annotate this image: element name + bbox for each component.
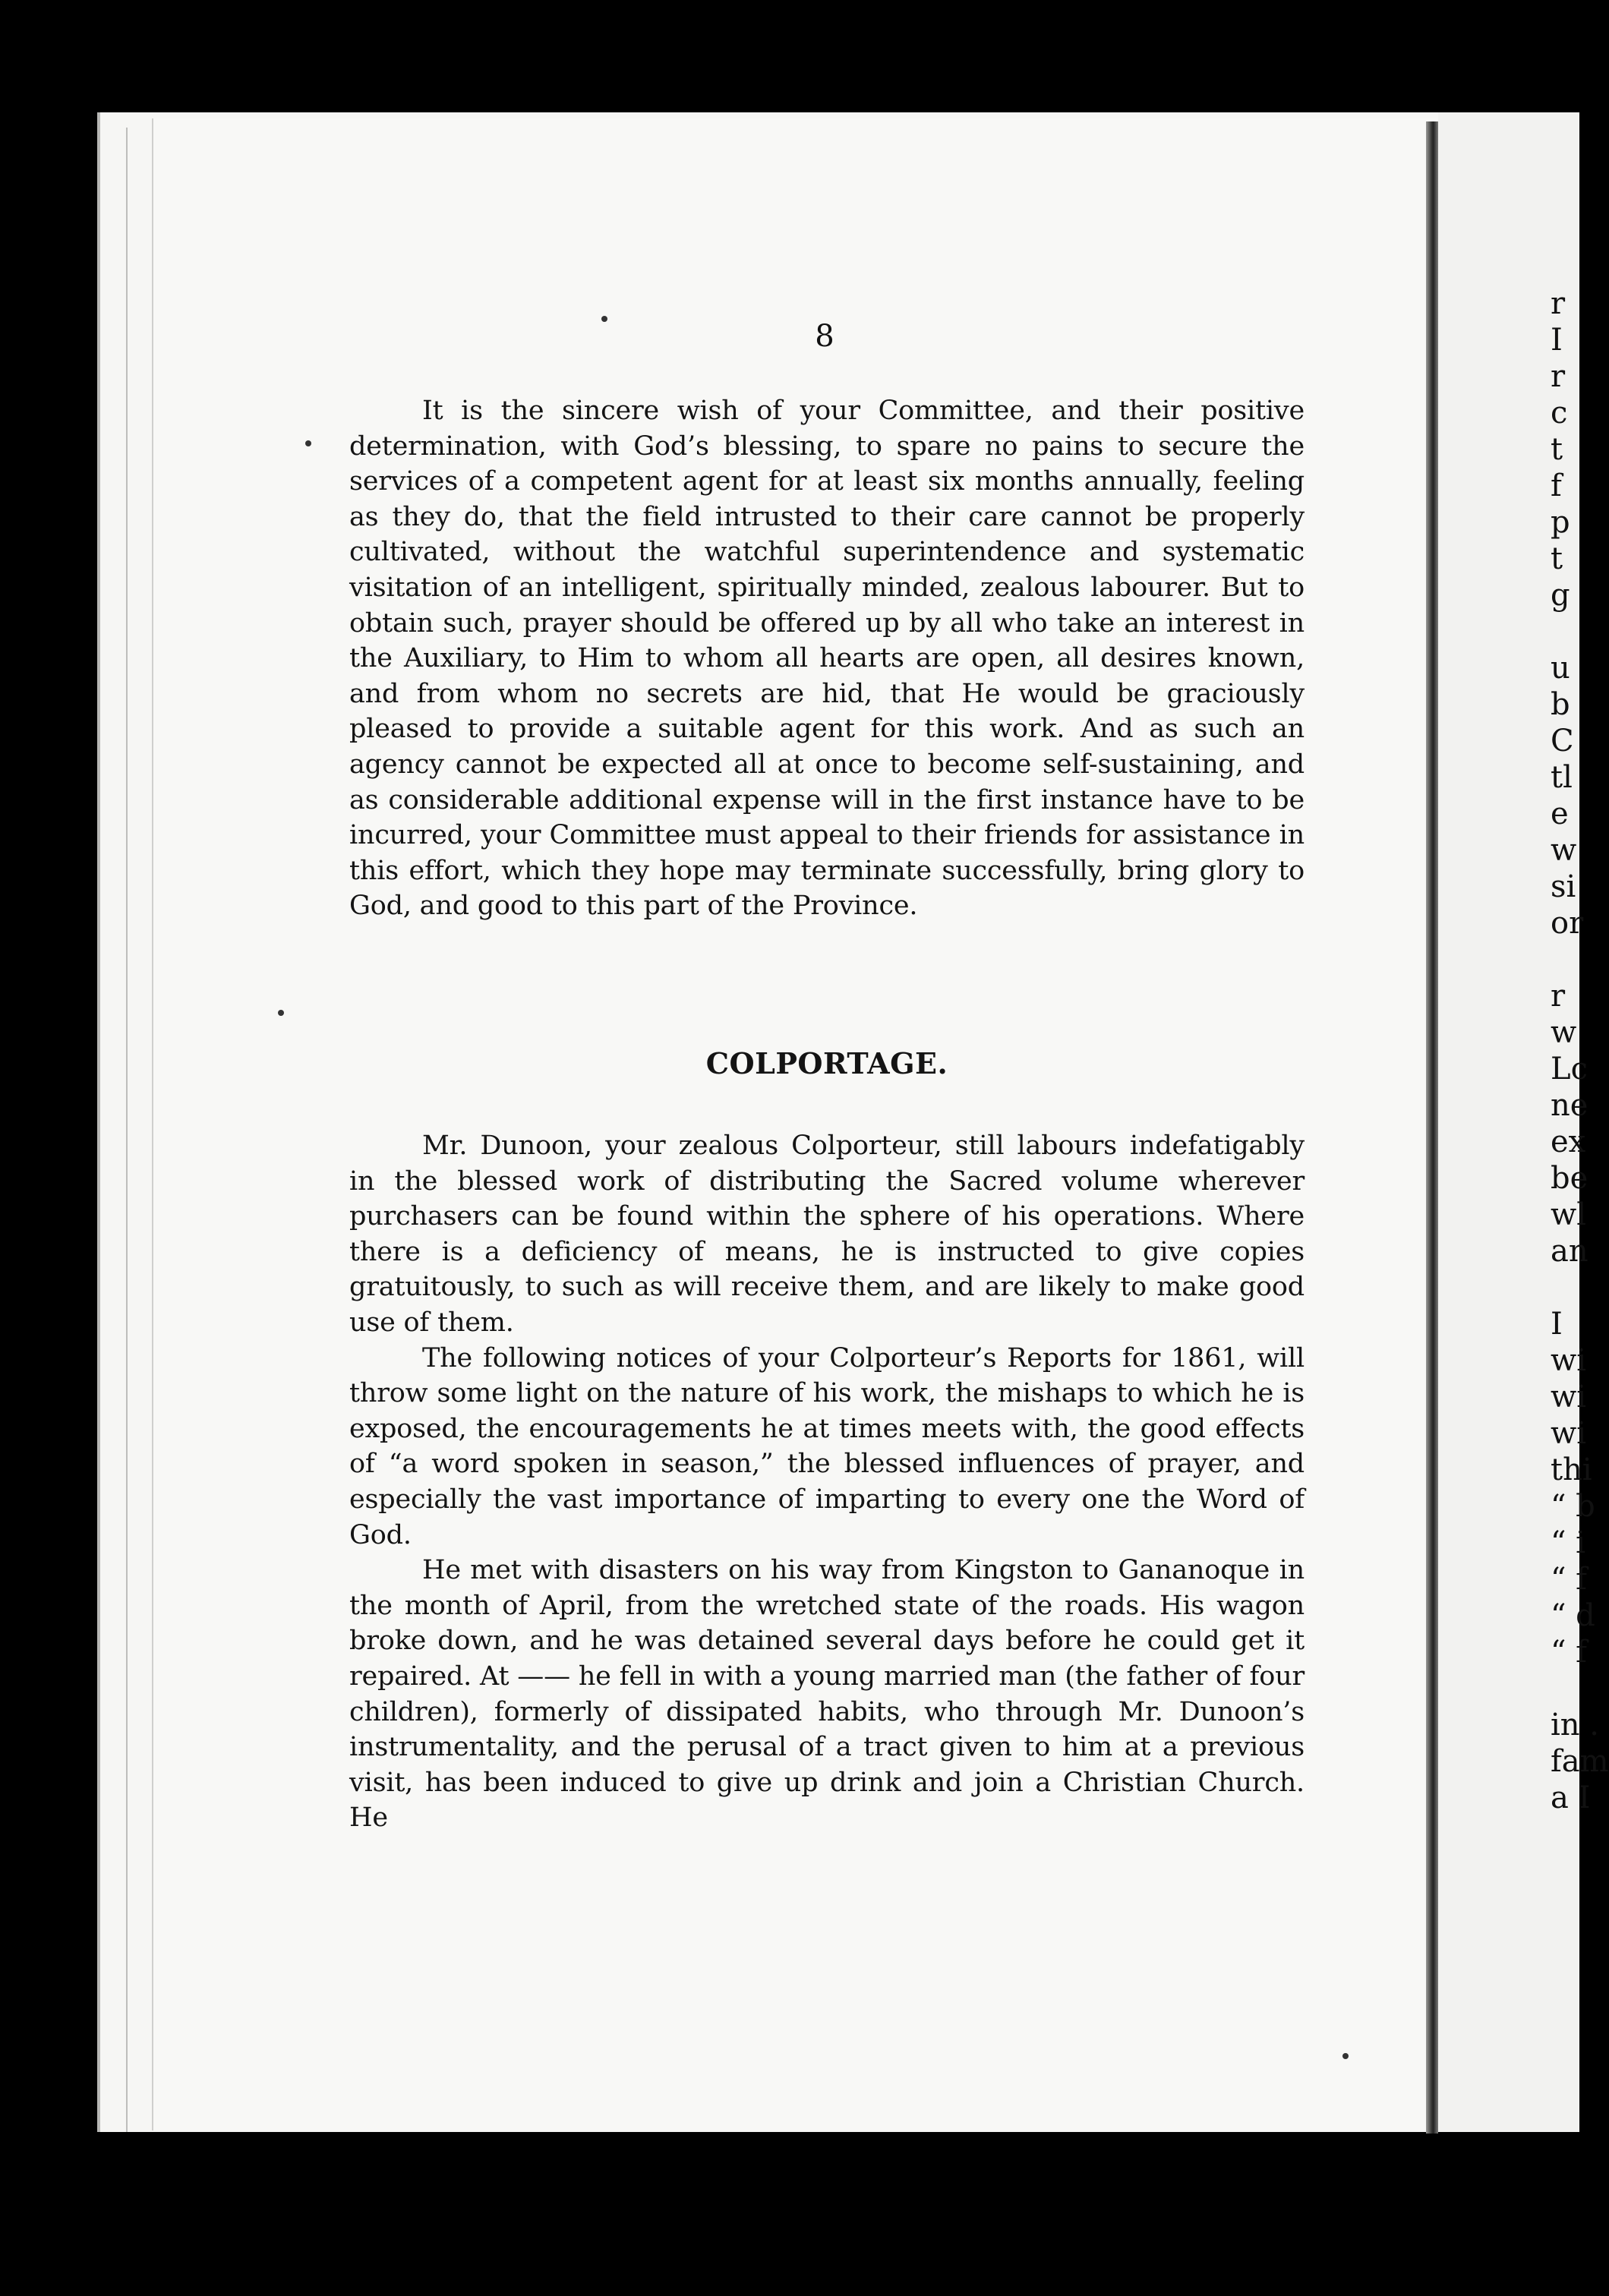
adjacent-page-fragment: a I (1551, 1780, 1591, 1815)
ink-speck (305, 440, 311, 446)
adjacent-page-fragment: r (1551, 359, 1566, 394)
paragraph: It is the sincere wish of your Committee, and their positive determination, with God’s blessing, to spare no pains to secure the services of a competent agent for at least six months annually, feeling as they do, that the field intrusted to their care cannot be properly cultivated, without the watchful superintendence and systematic visitation of an intelligent, spiritually minded, zealous labourer. But to obtain such, prayer should be offered up by all who take an interest in the Auxiliary, to Him to whom all hearts are open, all desires known, and from whom no secrets are hid, that He would be graciously pleased to provide a suitable agent for this work. And as such an agency cannot be expected all at once to become self-sustaining, and as considerable additional expense will in the first instance have to be incurred, your Committee must appeal to their friends for assistance in this effort, which they hope may terminate successfully, bring glory to God, and good to this part of the Province. (349, 396, 1305, 922)
paragraph: The following notices of your Colporteur’s Reports for 1861, will throw some light on the nature of his work, the mishaps to which he is exposed, the encouragements he at times meets with, the good effects of “a word spoken in season,” the blessed influences of prayer, and especially the vast importance of imparting to every one the Word of God. (349, 1342, 1305, 1550)
adjacent-page-fragment: “ d (1551, 1598, 1595, 1633)
adjacent-page (1438, 112, 1609, 2132)
adjacent-page-fragment: ne (1551, 1088, 1588, 1123)
adjacent-page-fragment: wi (1551, 1416, 1587, 1451)
adjacent-page-fragment: wl (1551, 1197, 1587, 1232)
colportage-body (349, 1128, 1305, 1836)
adjacent-page-fragment: or (1551, 906, 1584, 941)
paragraph: Mr. Dunoon, your zealous Colporteur, still labours indefatigably in the blessed work of distributing the Sacred volume wherever purchasers can be found within the sphere of his operations. Where there is a deficiency of means, he is instructed to give copies gratuitously, to such as will receive them, and are likely to make good use of them. (349, 1131, 1305, 1338)
adjacent-page-fragment: si (1551, 869, 1576, 904)
section-heading: COLPORTAGE. (705, 1046, 948, 1080)
adjacent-page-fragment: u (1551, 651, 1570, 686)
adjacent-page-fragment: “ b (1551, 1489, 1595, 1524)
adjacent-page-fragment: w (1551, 1015, 1577, 1050)
adjacent-page-fragment: t (1551, 432, 1563, 467)
page-number: 8 (815, 319, 834, 354)
adjacent-page-fragment: p (1551, 505, 1570, 540)
adjacent-page-fragment: b (1551, 687, 1570, 722)
adjacent-page-fragment: “ f (1551, 1635, 1587, 1670)
adjacent-page-fragment: “ f (1551, 1562, 1587, 1597)
adjacent-page-fragment: I (1551, 1307, 1563, 1342)
adjacent-page-fragment: I (1551, 323, 1563, 358)
adjacent-page-fragment: ex (1551, 1124, 1586, 1159)
ink-speck (1342, 2053, 1349, 2059)
paragraph: He met with disasters on his way from Kingston to Gananoque in the month of April, from the wretched state of the roads. His wagon broke down, and he was detained several days before he could get it repaired. At —— he fell in with a young married man (the father of four children), formerly of dissipated habits, who through Mr. Dunoon’s instrumentality, and the perusal of a tract given to him at a previous visit, has been induced to give up drink and join a Christian Church. He (349, 1555, 1305, 1834)
adjacent-page-fragment: thi (1551, 1452, 1592, 1487)
adjacent-page-fragment: fam (1551, 1744, 1609, 1779)
adjacent-page-fragment: tl (1551, 760, 1573, 795)
adjacent-page-fragment: g (1551, 578, 1570, 613)
ink-speck (278, 1010, 284, 1016)
adjacent-page-fragment: “ i (1551, 1525, 1585, 1560)
adjacent-page-fragment: r (1551, 286, 1566, 321)
book-gutter (1426, 121, 1438, 2134)
adjacent-page-fragment: C (1551, 724, 1574, 758)
ink-speck (601, 316, 607, 322)
adjacent-page-fragment: be (1551, 1161, 1588, 1196)
intro-paragraph (349, 393, 1305, 924)
adjacent-page-fragment: w (1551, 833, 1577, 868)
adjacent-page-fragment: t (1551, 541, 1563, 576)
adjacent-page-fragment: e (1551, 796, 1569, 831)
adjacent-page-fragment: c (1551, 396, 1568, 430)
adjacent-page-fragment: in . (1551, 1708, 1599, 1742)
adjacent-page-fragment: an (1551, 1234, 1588, 1269)
adjacent-page-fragment: r (1551, 979, 1566, 1014)
adjacent-page-fragment: f (1551, 468, 1562, 503)
adjacent-page-fragment: Lc (1551, 1052, 1588, 1086)
adjacent-page-fragment: wi (1551, 1380, 1587, 1414)
adjacent-page-fragment: wi (1551, 1343, 1587, 1378)
